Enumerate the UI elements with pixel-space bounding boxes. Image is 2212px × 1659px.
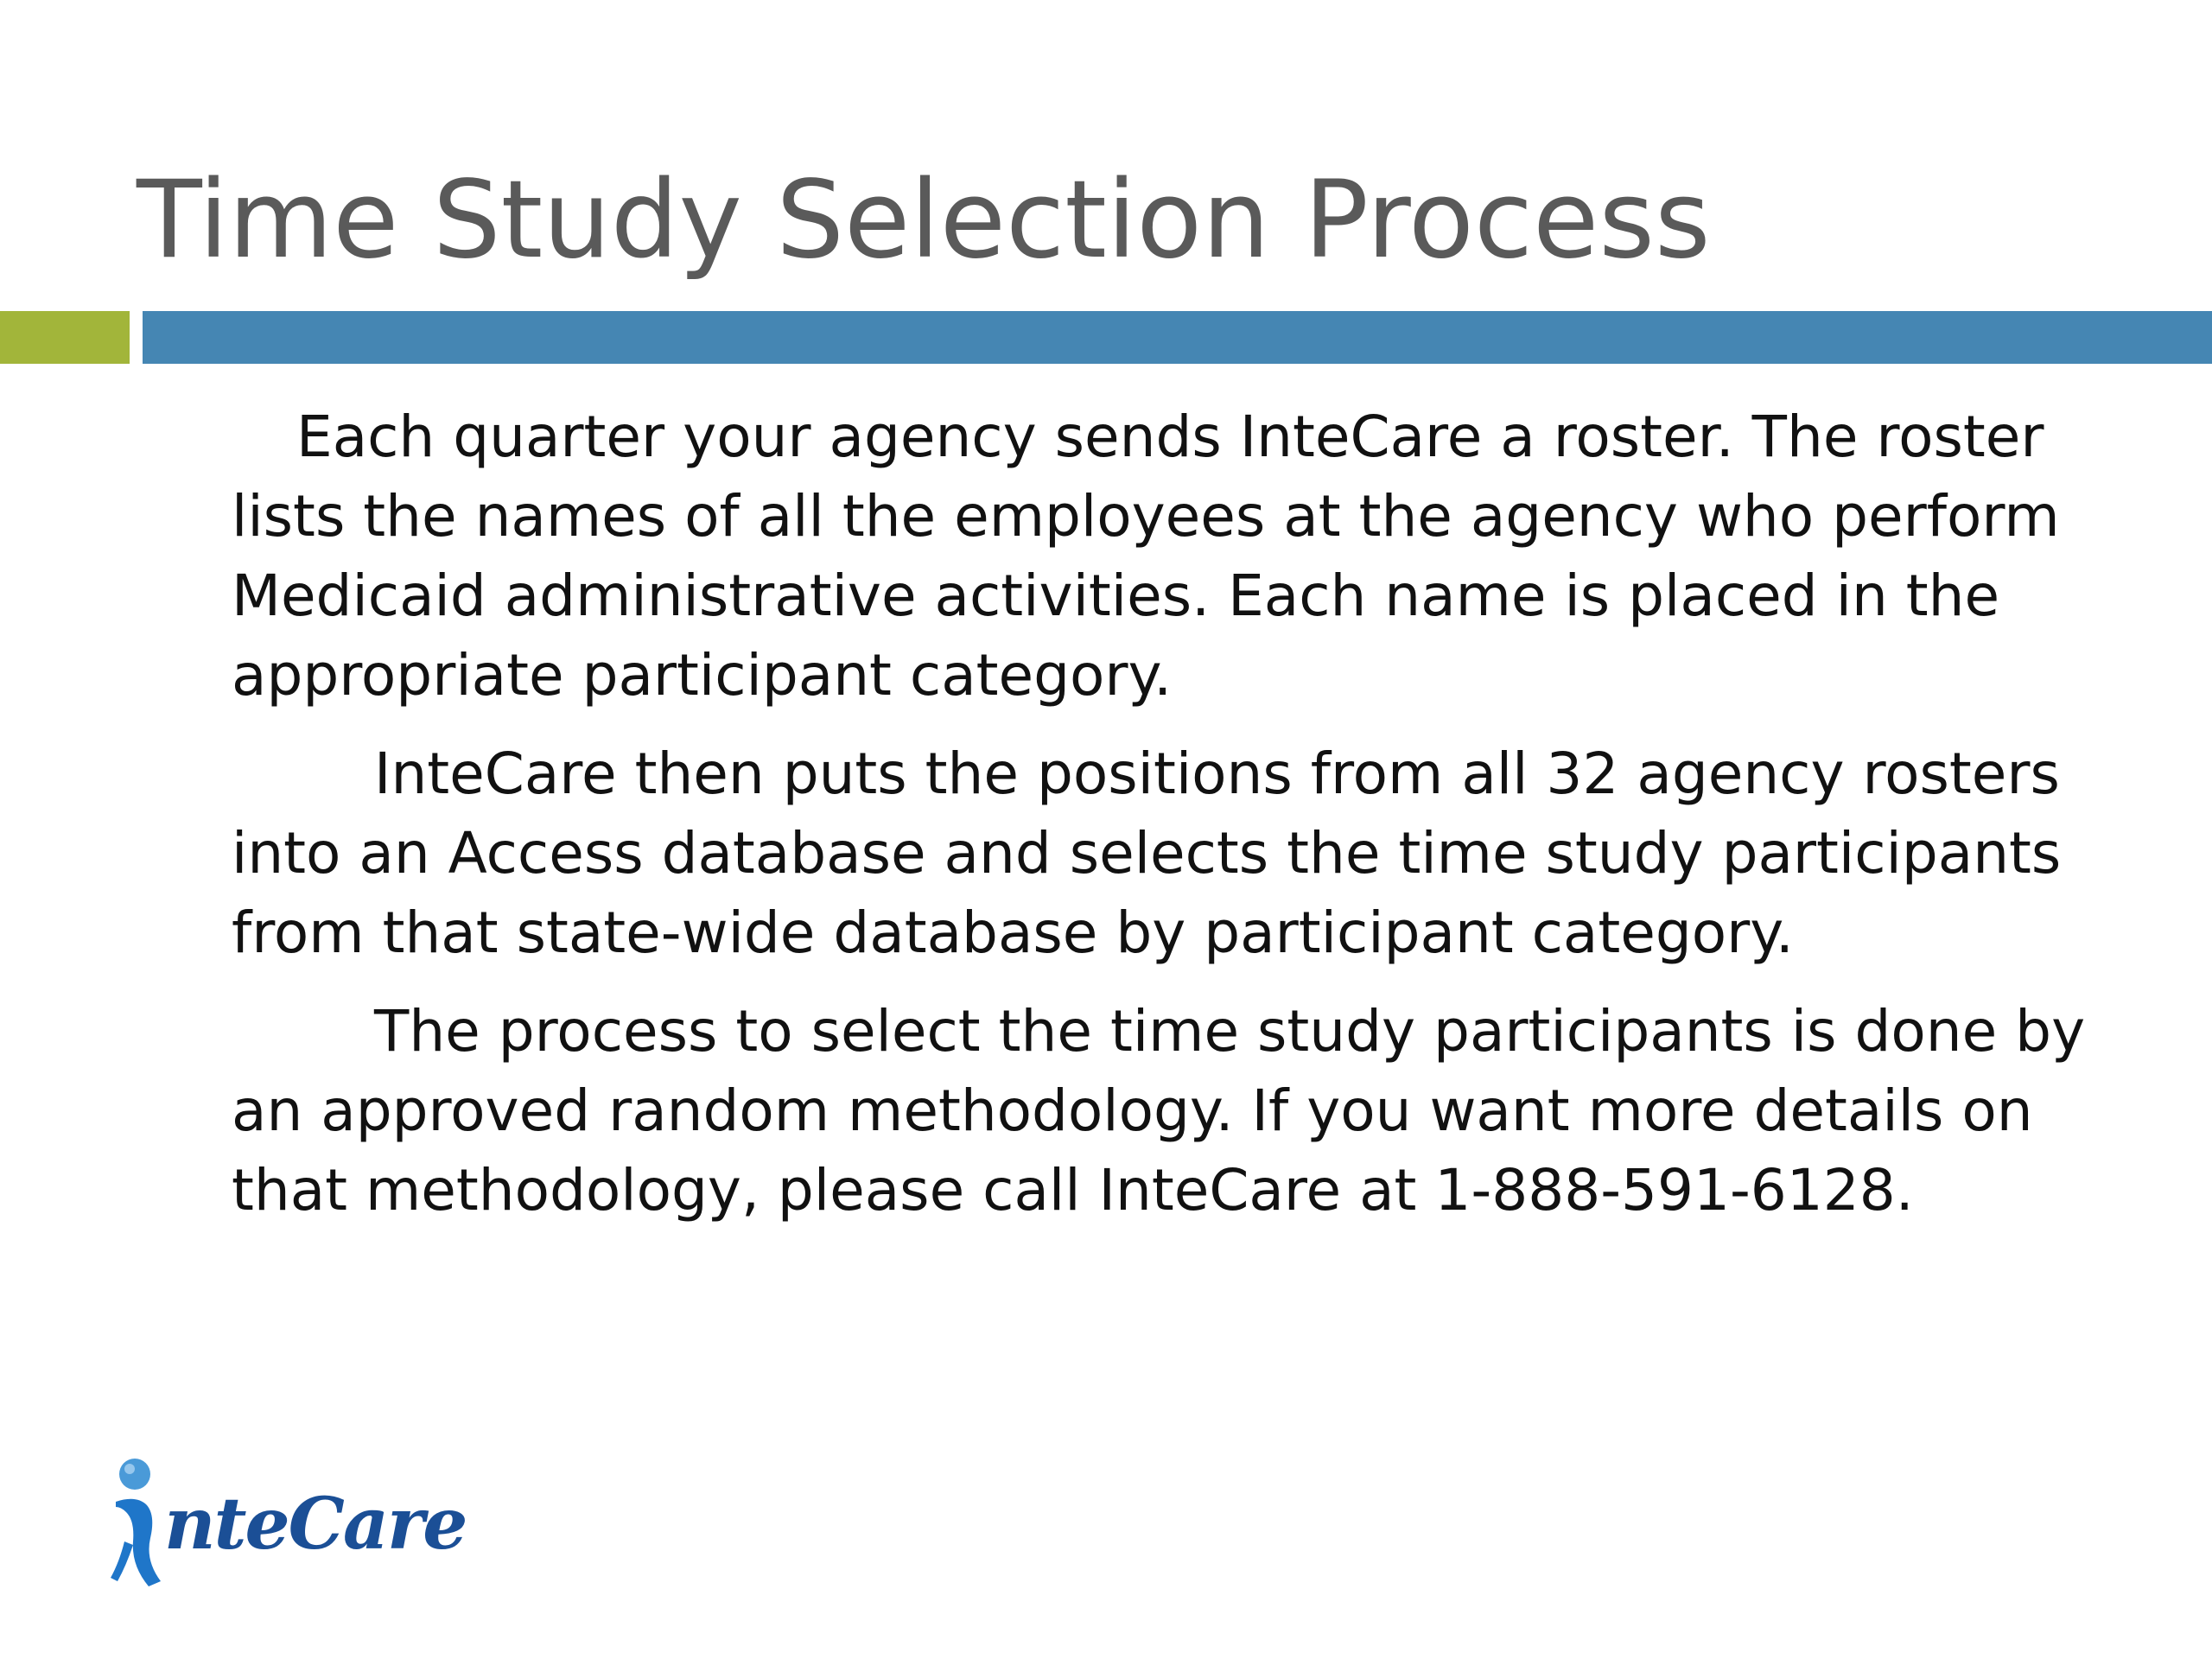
- logo-wordmark: nteCare: [164, 1483, 467, 1566]
- slide-body: [232, 397, 2098, 1249]
- paragraph-roster: Each quarter your agency sends InteCare a roster. The roster lists the names of all the employees at the agency who perform Medicaid administrative activities. Each name is placed in the appropriate participant category.: [232, 404, 2060, 709]
- accent-bar: [0, 311, 130, 364]
- paragraph-database: InteCare then puts the positions from all 32 agency rosters into an Access database and selects the time study participants from that state-wide database by participant category.: [232, 741, 2062, 966]
- slide-title: Time Study Selection Process: [137, 158, 1711, 283]
- paragraph-methodology: The process to select the time study participants is done by an approved random methodology. If you want more details on that methodology, please call InteCare at 1-888-591-6128.: [232, 998, 2086, 1224]
- title-underline-bar: [143, 311, 2212, 364]
- intecare-logo: [111, 1452, 474, 1590]
